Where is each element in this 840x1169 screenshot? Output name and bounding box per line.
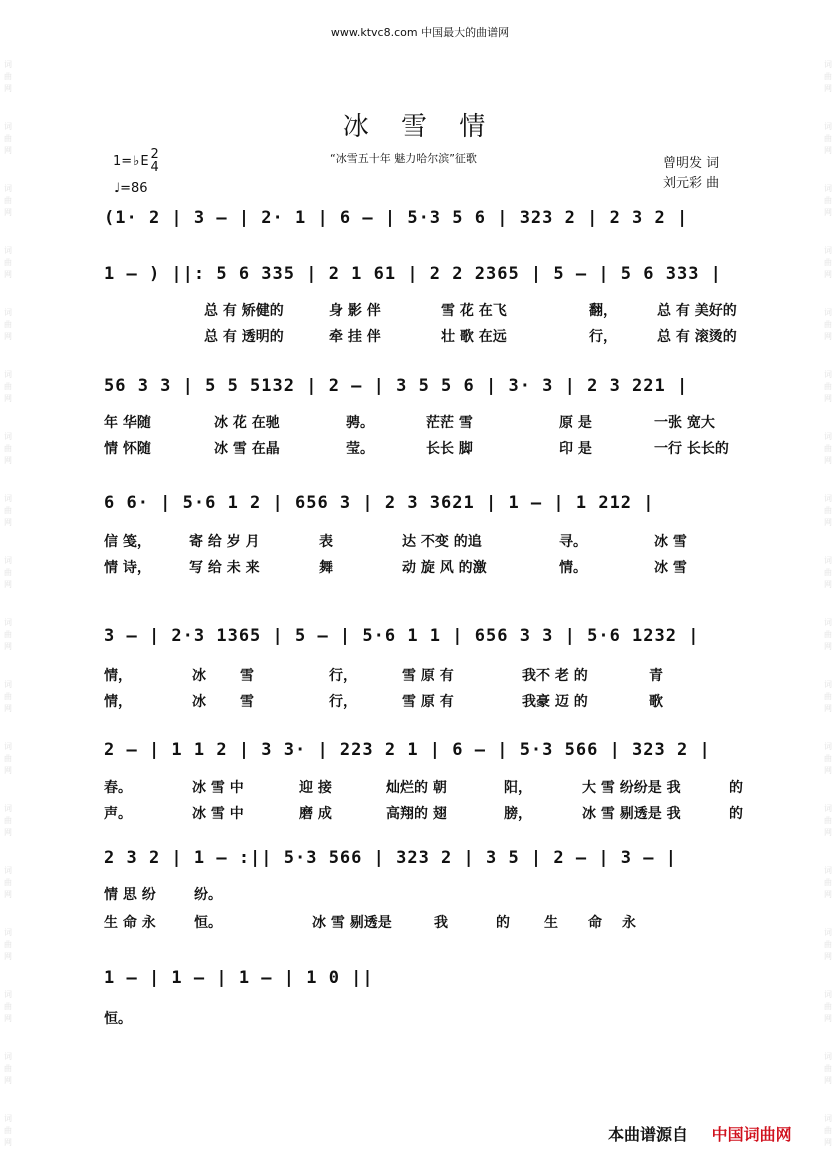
watermark-char: 网 (4, 704, 12, 713)
lyric-phrase: 冰 (192, 668, 206, 684)
watermark-char: 网 (4, 270, 12, 279)
lyric-phrase: 冰 雪 (654, 534, 687, 550)
watermark-char: 曲 (4, 940, 12, 949)
lyric-phrase: 表 (319, 534, 333, 550)
lyric-phrase: 行， (589, 329, 617, 345)
lyric-phrase: 我 (434, 915, 448, 931)
watermark-char: 网 (824, 518, 832, 527)
watermark-char: 词 (4, 618, 12, 627)
lyric-phrase: 生 (544, 915, 558, 931)
lyric-phrase: 恒。 (194, 915, 222, 931)
watermark-char: 词 (4, 122, 12, 131)
watermark-char: 网 (824, 394, 832, 403)
watermark-char: 曲 (824, 506, 832, 515)
watermark-char: 词 (4, 370, 12, 379)
lyric-phrase: 翻， (589, 303, 617, 319)
watermark-char: 网 (824, 952, 832, 961)
watermark-char: 曲 (4, 382, 12, 391)
watermark-char: 曲 (824, 692, 832, 701)
watermark-char: 网 (824, 766, 832, 775)
song-subtitle: “冰雪五十年 魅力哈尔滨”征歌 (330, 152, 477, 165)
lyric-phrase: 寻。 (559, 534, 587, 550)
lyric-phrase: 冰 雪 (654, 560, 687, 576)
source-url[interactable]: www.ktvc8.com 中国最大的曲谱网 (330, 26, 510, 39)
notation-line (104, 487, 764, 527)
watermark-char: 曲 (824, 196, 832, 205)
lyric-phrase: 冰 雪 中 (192, 780, 244, 796)
lyric-phrase: 青 (649, 668, 663, 684)
watermark-char: 词 (4, 556, 12, 565)
watermark-char: 网 (824, 270, 832, 279)
watermark-char: 词 (824, 432, 832, 441)
watermark-char: 词 (824, 804, 832, 813)
watermark-char: 词 (824, 370, 832, 379)
lyric-phrase: 高翔的 翅 (386, 806, 447, 822)
lyric-phrase: 总 有 美好的 (657, 303, 737, 319)
watermark-char: 曲 (824, 816, 832, 825)
watermark-char: 词 (4, 246, 12, 255)
lyric-phrase: 冰 雪 剔透是 我 (582, 806, 681, 822)
lyric-phrase: 动 旋 风 的激 (402, 560, 487, 576)
watermark-char: 曲 (4, 692, 12, 701)
watermark-char: 网 (4, 394, 12, 403)
lyric-phrase: 骋。 (346, 415, 374, 431)
watermark-char: 曲 (4, 754, 12, 763)
watermark-char: 词 (824, 122, 832, 131)
lyric-phrase: 冰 (192, 694, 206, 710)
watermark-char: 曲 (824, 320, 832, 329)
notation-line (104, 200, 764, 240)
lyric-phrase: 总 有 滚烫的 (657, 329, 737, 345)
watermark-char: 网 (4, 84, 12, 93)
notation-line (104, 842, 764, 882)
lyric-phrase: 的 (729, 780, 743, 796)
lyric-phrase: 的 (496, 915, 510, 931)
watermark-char: 网 (4, 208, 12, 217)
lyric-phrase: 总 有 透明的 (204, 329, 284, 345)
lyric-phrase: 迎 接 (299, 780, 332, 796)
watermark-char: 词 (824, 556, 832, 565)
watermark-char: 网 (824, 1138, 832, 1147)
lyric-phrase: 牵 挂 伴 (329, 329, 381, 345)
watermark-char: 网 (4, 952, 12, 961)
watermark-char: 网 (824, 828, 832, 837)
lyric-phrase: 永 (622, 915, 636, 931)
lyric-phrase: 情 诗， (104, 560, 151, 576)
watermark-char: 网 (824, 890, 832, 899)
lyric-phrase: 春。 (104, 780, 132, 796)
watermark-char: 网 (4, 332, 12, 341)
lyric-phrase: 声。 (104, 806, 132, 822)
key-signature (113, 148, 159, 174)
watermark-char: 词 (4, 494, 12, 503)
watermark-char: 曲 (824, 1002, 832, 1011)
lyric-phrase: 命 (588, 915, 602, 931)
watermark-char: 网 (4, 642, 12, 651)
watermark-char: 曲 (4, 258, 12, 267)
watermark-char: 曲 (4, 1064, 12, 1073)
lyric-phrase: 冰 雪 剔透是 (312, 915, 392, 931)
notation-text: (1· 2 | 3 – | 2· 1 | 6 – | 5·3 5 6 | 323 2 | 2 3 2 | (104, 208, 689, 228)
watermark-char: 曲 (824, 382, 832, 391)
watermark-char: 曲 (824, 754, 832, 763)
notation-text: 2 – | 1 1 2 | 3 3· | 223 2 1 | 6 – | 5·3 566 | 323 2 | (104, 740, 711, 760)
watermark-char: 曲 (824, 72, 832, 81)
watermark-char: 网 (4, 580, 12, 589)
lyric-phrase: 雪 原 有 (402, 668, 454, 684)
watermark-char: 网 (4, 1138, 12, 1147)
time-top: 2 (150, 147, 159, 162)
watermark-char: 词 (4, 866, 12, 875)
watermark-char: 词 (4, 308, 12, 317)
lyric-phrase: 恒。 (104, 1011, 132, 1027)
lyric-phrase: 冰 花 在驰 (214, 415, 280, 431)
lyric-phrase: 长长 脚 (426, 441, 473, 457)
flat-icon: ♭ (133, 153, 140, 169)
watermark-char: 网 (4, 1076, 12, 1085)
watermark-char: 曲 (824, 568, 832, 577)
lyric-phrase: 莹。 (346, 441, 374, 457)
watermark-strip-right (820, 0, 840, 1169)
watermark-char: 曲 (4, 134, 12, 143)
footer-source (608, 1122, 792, 1145)
notation-text: 1 – | 1 – | 1 – | 1 0 || (104, 968, 374, 988)
watermark-char: 曲 (824, 878, 832, 887)
watermark-char: 网 (824, 1076, 832, 1085)
lyric-phrase: 原 是 (559, 415, 592, 431)
lyric-phrase: 年 华随 (104, 415, 151, 431)
key-label: 1= (113, 153, 133, 169)
notation-text: 3 – | 2·3 1365 | 5 – | 5·6 1 1 | 656 3 3 | 5·6 1232 | (104, 626, 700, 646)
lyric-phrase: 情， (104, 668, 132, 684)
lyric-phrase: 生 命 永 (104, 915, 156, 931)
watermark-char: 曲 (4, 72, 12, 81)
lyric-phrase: 情， (104, 694, 132, 710)
watermark-char: 曲 (4, 878, 12, 887)
lyric-phrase: 情。 (559, 560, 587, 576)
key-note: E (140, 153, 149, 169)
watermark-char: 曲 (824, 1126, 832, 1135)
lyric-phrase: 总 有 矫健的 (204, 303, 284, 319)
watermark-char: 网 (824, 146, 832, 155)
notation-text: 6 6· | 5·6 1 2 | 656 3 | 2 3 3621 | 1 – | 1 212 | (104, 493, 655, 513)
watermark-char: 网 (824, 456, 832, 465)
watermark-char: 曲 (4, 630, 12, 639)
watermark-char: 词 (4, 742, 12, 751)
watermark-char: 词 (4, 60, 12, 69)
brand-link[interactable]: 中国词曲网 (711, 1125, 792, 1144)
lyric-phrase: 雪 花 在飞 (441, 303, 507, 319)
watermark-char: 曲 (824, 444, 832, 453)
lyricist-credit: 曾明发 词 (663, 156, 720, 171)
watermark-char: 词 (824, 618, 832, 627)
lyric-phrase: 灿烂的 朝 (386, 780, 447, 796)
watermark-char: 词 (4, 804, 12, 813)
lyric-phrase: 一张 宽大 (654, 415, 715, 431)
lyric-phrase: 大 雪 纷纷是 我 (582, 780, 681, 796)
notation-text: 2 3 2 | 1 – :|| 5·3 566 | 323 2 | 3 5 | 2 – | 3 – | (104, 848, 677, 868)
watermark-char: 词 (824, 680, 832, 689)
notation-line (104, 620, 764, 660)
watermark-char: 网 (824, 704, 832, 713)
lyric-phrase: 歌 (649, 694, 663, 710)
notation-line (104, 962, 764, 1002)
watermark-char: 词 (4, 680, 12, 689)
lyric-phrase: 达 不变 的追 (402, 534, 482, 550)
lyric-phrase: 我不 老 的 (522, 668, 588, 684)
watermark-char: 曲 (824, 258, 832, 267)
watermark-char: 词 (824, 990, 832, 999)
watermark-char: 词 (4, 928, 12, 937)
notation-line (104, 258, 764, 298)
watermark-char: 词 (4, 1114, 12, 1123)
watermark-char: 曲 (4, 816, 12, 825)
watermark-char: 曲 (824, 134, 832, 143)
watermark-char: 词 (824, 1114, 832, 1123)
lyric-phrase: 雪 原 有 (402, 694, 454, 710)
time-signature (151, 148, 159, 174)
watermark-char: 词 (824, 184, 832, 193)
lyric-phrase: 膀， (504, 806, 532, 822)
lyric-phrase: 我豪 迈 的 (522, 694, 588, 710)
watermark-char: 词 (824, 308, 832, 317)
lyric-phrase: 雪 (240, 668, 254, 684)
watermark-char: 词 (4, 990, 12, 999)
watermark-char: 网 (4, 766, 12, 775)
lyric-phrase: 情 思 纷 (104, 887, 156, 903)
lyric-phrase: 行， (329, 668, 357, 684)
watermark-char: 词 (4, 184, 12, 193)
notation-text: 1 – ) ||: 5 6 335 | 2 1 61 | 2 2 2365 | 5 – | 5 6 333 | (104, 264, 722, 284)
lyric-phrase: 写 给 未 来 (189, 560, 260, 576)
watermark-char: 词 (824, 246, 832, 255)
watermark-char: 词 (824, 866, 832, 875)
lyric-phrase: 雪 (240, 694, 254, 710)
watermark-char: 曲 (4, 196, 12, 205)
notation-line (104, 734, 764, 774)
watermark-char: 词 (4, 432, 12, 441)
notation-text: 56 3 3 | 5 5 5132 | 2 – | 3 5 5 6 | 3· 3 | 2 3 221 | (104, 376, 689, 396)
watermark-char: 曲 (4, 568, 12, 577)
notation-line (104, 370, 764, 410)
lyric-phrase: 茫茫 雪 (426, 415, 473, 431)
watermark-char: 曲 (4, 320, 12, 329)
watermark-char: 网 (824, 208, 832, 217)
time-bottom: 4 (150, 160, 159, 175)
watermark-char: 网 (824, 580, 832, 589)
lyric-phrase: 情 怀随 (104, 441, 151, 457)
lyric-phrase: 纷。 (194, 887, 222, 903)
watermark-char: 词 (824, 60, 832, 69)
watermark-char: 曲 (4, 444, 12, 453)
lyric-phrase: 冰 雪 中 (192, 806, 244, 822)
composer-credit: 刘元彩 曲 (663, 176, 720, 191)
watermark-char: 网 (4, 890, 12, 899)
watermark-char: 词 (824, 742, 832, 751)
lyric-phrase: 印 是 (559, 441, 592, 457)
watermark-char: 网 (824, 1014, 832, 1023)
song-title: 冰 雪 情 (342, 112, 498, 142)
lyric-phrase: 信 笺， (104, 534, 151, 550)
watermark-char: 曲 (4, 1126, 12, 1135)
lyric-phrase: 舞 (319, 560, 333, 576)
watermark-char: 曲 (4, 1002, 12, 1011)
watermark-char: 曲 (824, 630, 832, 639)
watermark-char: 网 (4, 828, 12, 837)
source-label: 本曲谱源自 (608, 1125, 689, 1144)
watermark-char: 曲 (4, 506, 12, 515)
watermark-char: 词 (824, 928, 832, 937)
lyric-phrase: 一行 长长的 (654, 441, 729, 457)
watermark-char: 网 (824, 332, 832, 341)
watermark-char: 网 (4, 518, 12, 527)
lyric-phrase: 冰 雪 在晶 (214, 441, 280, 457)
watermark-char: 网 (4, 1014, 12, 1023)
watermark-char: 网 (824, 642, 832, 651)
tempo-marking: ♩=86 (114, 181, 148, 196)
lyric-phrase: 身 影 伴 (329, 303, 381, 319)
lyric-phrase: 磨 成 (299, 806, 332, 822)
watermark-char: 曲 (824, 1064, 832, 1073)
lyric-phrase: 行， (329, 694, 357, 710)
watermark-char: 词 (824, 494, 832, 503)
watermark-char: 曲 (824, 940, 832, 949)
watermark-strip-left (0, 0, 20, 1169)
lyric-phrase: 壮 歌 在远 (441, 329, 507, 345)
watermark-char: 词 (4, 1052, 12, 1061)
lyric-phrase: 寄 给 岁 月 (189, 534, 260, 550)
watermark-char: 网 (4, 456, 12, 465)
watermark-char: 网 (4, 146, 12, 155)
watermark-char: 网 (824, 84, 832, 93)
watermark-char: 词 (824, 1052, 832, 1061)
lyric-phrase: 的 (729, 806, 743, 822)
lyric-phrase: 阳， (504, 780, 532, 796)
